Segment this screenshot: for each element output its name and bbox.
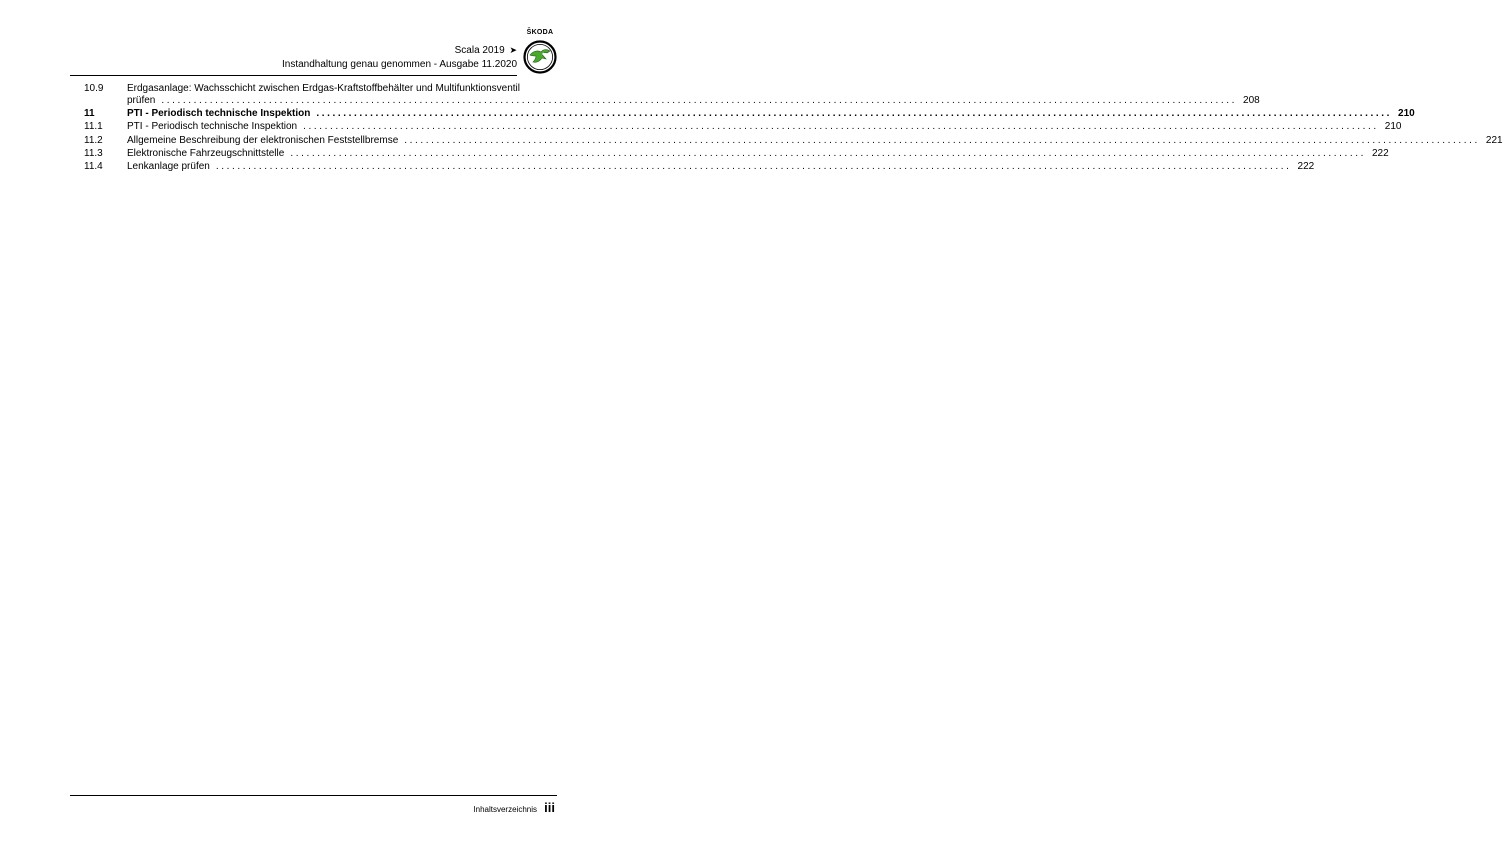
footer-divider (70, 795, 557, 796)
toc-page-number: 222 (1297, 161, 1315, 173)
toc-page-number: 210 (1384, 121, 1402, 133)
toc-page-number: 222 (1371, 148, 1389, 160)
document-title: Instandhaltung genau genommen - Ausgabe 11.2020 (282, 59, 517, 70)
toc-entry[interactable] (84, 161, 1315, 173)
model-name: Scala 2019 (454, 45, 505, 56)
toc-number: 11.3 (84, 148, 103, 160)
toc-number: 11.4 (84, 161, 103, 173)
toc-number: 10.9 (84, 83, 104, 94)
toc-entry[interactable] (84, 148, 1389, 160)
toc-title: PTI - Periodisch technische Inspektion (127, 107, 311, 119)
footer-section-label: Inhaltsverzeichnis (473, 805, 537, 814)
model-line (455, 45, 517, 56)
toc-title: Elektronische Fahrzeugschnittstelle (127, 148, 285, 160)
toc-number: 11.2 (84, 134, 103, 146)
toc-title: PTI - Periodisch technische Inspektion (127, 121, 298, 133)
toc-entry[interactable] (84, 121, 1402, 133)
toc-title: Allgemeine Beschreibung der elektronischen Feststellbremse (127, 134, 399, 146)
toc-leader-dots: ........................................................................................................................................................................................................ (303, 121, 1379, 133)
footer-page-number: iii (544, 800, 555, 815)
toc-entry[interactable] (84, 83, 1260, 106)
toc-entry-chapter[interactable] (84, 107, 1415, 120)
skoda-logo-icon (523, 40, 557, 74)
toc-title: Lenkanlage prüfen (127, 161, 210, 173)
page-header (0, 0, 600, 80)
toc-number: 11.1 (84, 121, 103, 133)
toc-page-number: 208 (1243, 94, 1260, 106)
toc-leader-dots: ........................................................................................................................................................................................................ (290, 148, 1366, 160)
table-of-contents (84, 83, 1503, 175)
toc-entry[interactable] (84, 134, 1503, 147)
toc-leader-dots: ........................................................................................................................................................................................................ (215, 161, 1292, 173)
toc-page-number: 210 (1398, 107, 1415, 119)
brand-wordmark: ŠKODA (526, 29, 554, 36)
arrow-right-icon: ➤ (509, 45, 517, 55)
toc-leader-dots: ........................................................................................................................................................................................................ (316, 107, 1393, 119)
toc-page-number: 221 (1485, 134, 1503, 146)
header-divider (70, 75, 517, 76)
toc-title: prüfen (127, 94, 156, 106)
toc-leader-dots: ........................................................................................................................................................................................................ (404, 134, 1480, 146)
toc-number: 11 (84, 107, 95, 119)
toc-title-line: Erdgasanlage: Wachsschicht zwischen Erdgas-Kraftstoffbehälter und Multifunktionsventil (127, 83, 520, 94)
toc-leader-dots: ........................................................................................................................................................................................................ (161, 94, 1238, 106)
